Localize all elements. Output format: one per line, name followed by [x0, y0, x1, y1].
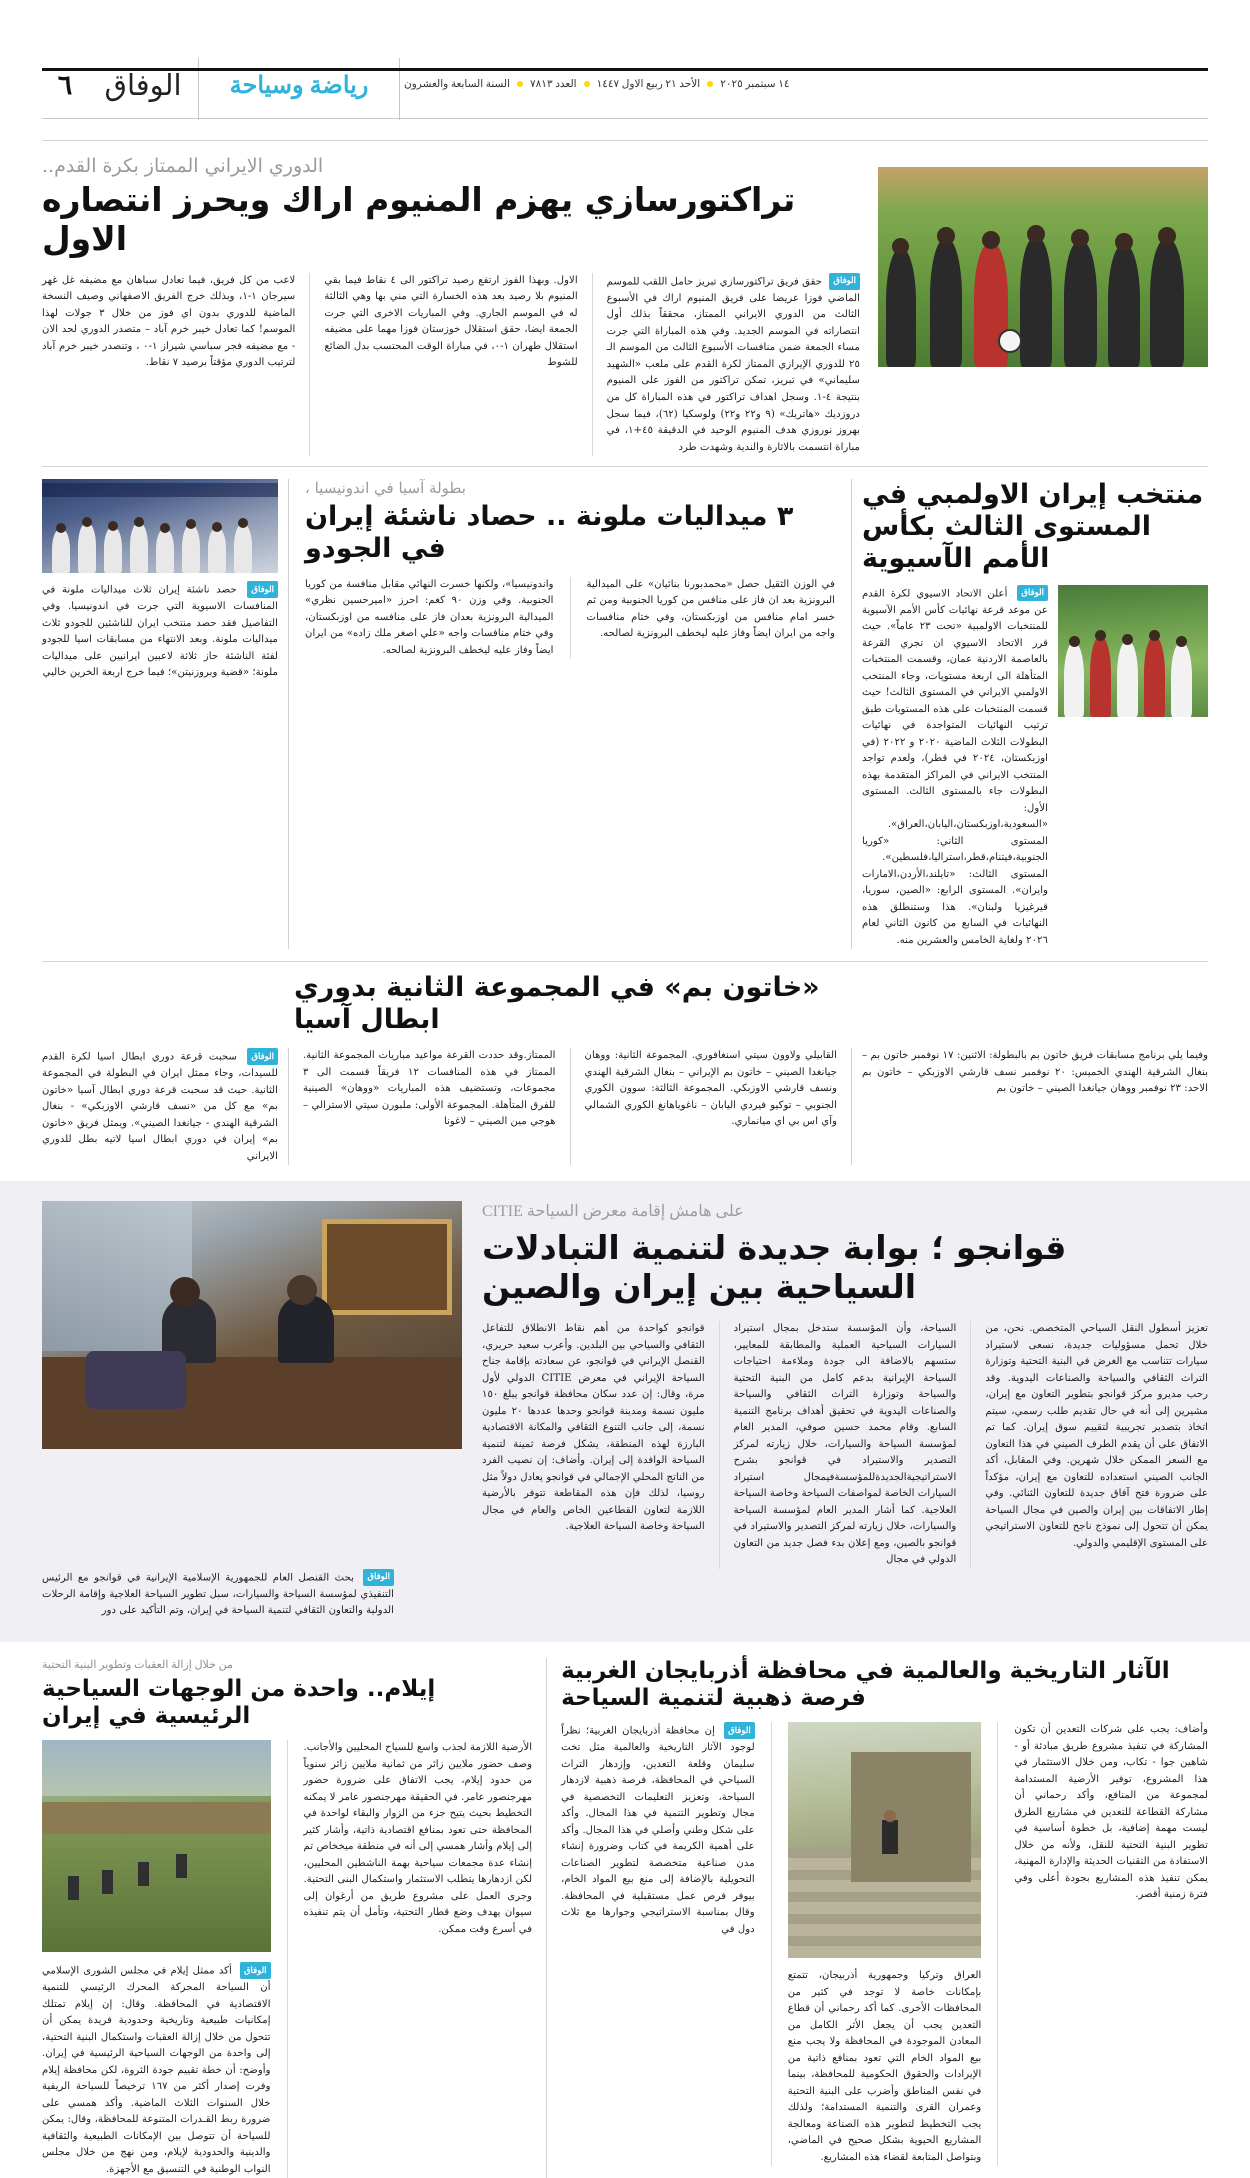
lead-text-3: حقق فريق تراكتورسازي تبريز حامل اللقب للموسم الماضي فوزا عريضا على فريق المنيوم اراك في الأسبوع الثالث من الدوري الايراني الممتاز، محققاً بذلك أول انتصاراته في الموسم الجديد. وفي هذه المباراة التي جرت مساء الجمعة ضمن منافسات الأسبوع الثالث من الموسم الـ ٢٥ للدوري الإيرازي الممتاز لكرة القدم على ملعب «الشهيد سليماني» في تبريز، تمكن تراكتور من الفوز على المنيوم بنتيجة ٤-١. وسجل اهداف تراكتور في هذه المباراة كل من دروزديك «هاتريك» (٩ و٢٢ و٢٢) ولوسكيا (٦٢)، فيما سجل بهروز نوروزي هدف المنيوم الوحيد في الدقيقة ٤٥+١، في مباراة انتسمت بالاثارة والندية وشهدت طرد: [606, 276, 861, 453]
divider: [42, 140, 1208, 141]
masthead-top-rule: [42, 68, 1208, 71]
ilam-col-right-wrap: [42, 1740, 271, 2178]
asia-text-right: سحبت قرعة دوري ابطال اسيا لكرة القدم للسيدات، وجاء ممثل ايران في البطولة في المجموعة الثانية. حيث قد سحبت قرعة دوري ابطال آسيا «خاتون بم» مع كل من «نسف قارشي الاوزبكي» - بنغال الشرقية الهندي - جيانغدا الصيني». ويمثل فريق «خاتون بم» إيران في دوري ابطال اسيا لاتيه بطل للدوري الايراني: [42, 1051, 278, 1162]
ilam-kicker: من خلال إزالة العقبات وتطوير البنية التحتية: [42, 1658, 233, 1671]
ilam-text-mid: [42, 1962, 271, 2178]
agency-badge: الوفاق: [724, 1722, 755, 1739]
dateline-issue: العدد ٧٨١٣: [530, 79, 577, 90]
lead-kicker: الدوري الايراني الممتاز بكرة القدم..: [42, 155, 324, 177]
olympic-photo: [1058, 585, 1208, 717]
asia-col-far: وفيما يلي برنامج مسابقات فريق خاتون بم بالبطولة: الاثنين: ١٧ نوفمبر خاتون بم – بنغال الشرقية الهندي الخميس: ٢٠ نوفمبر نسف قارشي الاوزبكي – خاتون بم الاحد: ٢٣ نوفمبر ووهان جيانغدا الصيني – خاتون بم: [862, 1050, 1208, 1095]
section-title: رياضة وسياحة: [229, 72, 369, 99]
judo-photo: [42, 479, 278, 573]
olympic-text: أعلن الاتحاد الاسيوي لكرة القدم عن موعد قرعة نهائيات كأس الأمم الآسيوية للمنتخبات الاولمبية «تحت ٢٣ عاماً». حيث قرر الاتحاد الاسيوي ان تجري القرعة بالعاصمة الاردنية عمان، وقسمت المنتخبات المتأهلة الى اربعة مستويات، وجاء المنتخب الاولمبي الايراني في المستوى الثالث! حيث قسمت المنتخبات على هذه المستويات طبق ترتيب النهائيات المتواجدة في نهائيات البطولات الثلاث الماضية ٢٠٢٠ و ٢٠٢٢ (في اوزبكستان، ٢٠٢٤ في قطر)، ولعدم تواجد المنتخب الايراني في المراكز المتقدمة بهذه البطولات جاء بالمستوى الثالث. المستوى الأول: «السعودية،اوزبكستان،اليابان،العراق». المستوى الثاني: «كوريا الجنوبية،فيتنام،قطر،استراليا،فلسطين». المستوى الثالث: «تايلند،الأردن،الامارات وايران». المستوى الرابع: «الصين، سوريا، قيرغيزيا ولبنان». هذا وستنطلق هذه النهائيات في السابع من كانون الثاني لعام ٢٠٢٦ ولغاية الخامس والعشرين منه.: [862, 588, 1049, 946]
azerbaijan-col-mid-wrap: [788, 1722, 982, 2166]
lead-story: [42, 140, 1208, 467]
dateline-year: السنة السابعة والعشرون: [404, 79, 511, 90]
bullet-dot-icon: [707, 81, 713, 87]
tourism-photo: [42, 1201, 462, 1449]
dateline: [400, 52, 1208, 122]
azerbaijan-text-mid: العراق وتركيا وجمهورية أذربيجان، تتمتع بإمكانات خاصة لا توجد في كثير من المحافظات الأخرى. كما أكد رحماني أن قطاع التعدين يجب أن يجعل الأثر الكامل من المعادن الموجودة في المحافظة ولا يجب منع بيع المواد الخام التي تعود بمنافع ذاتية من الإيرادات والحقوق الحكومية للمحافظة، بينما في نفس المناطق وأضرب على البنية التحتية وعمران القرى والتنمية المستدامة؛ ولذلك يجب التخطيط لتطوير هذه الصناعة ومعالجة المشاريع الحيوية بشكل صحيح في الماضي، وبتواصل المتابعة لقضاء هذه المشاريع.: [787, 1970, 982, 2163]
tourism-kicker: على هامش إقامة معرض السياحة CITIE: [482, 1203, 744, 1221]
asia-story: [42, 972, 1208, 1165]
agency-badge: الوفاق: [363, 1569, 394, 1586]
judo-col-mid: واندونيسيا»، ولكنها خسرت النهائي مقابل منافسة من كوريا الجنوبية. وفي وزن ٩٠ كغم: احرز «اميرحسين نظري» الميدالية البرونزية بعدان فاز على منافسه من اوزبكستان، وفي ختام منافسات واجه «علي اصغر ملك زاده» من ايران ايضاً وفاز عليه ليخطف البرونزية لصالحه.: [305, 578, 554, 656]
agency-badge: الوفاق: [247, 581, 278, 598]
lead-body-col-1: لاعب من كل فريق، فيما تعادل سباهان مع مضيفه غل غهر سيرجان ١-١، وبذلك خرج الفريق الاصفهاني وصيف النسخة الماضية للدوري بدون اي فوز من خلال ٣ جولات لهذا الموسم! كما تعادل خيبر خرم آباد – متصدر الدوري لحد الان - مع مضيفه فجر سباسي شيراز ١-٠ ، وتنصدر خيبر خرم آباد لترتيب الدوري مؤقتاً برصيد ٧ نقاط.: [42, 274, 296, 369]
asia-col-mid: الممتاز.وقد حددت القرعة مواعيد مباريات المجموعة الثانية. الممتاز في هذه المنافسات ١٢ فريقاً قسمت الى ٣ مجموعات، وتستضيف هذه المباريات «ووهان» الصينية للفرق المتأهلة. المجموعة الأولى: ملبورن سيتي الاسترالي – هوجي مين الصيني – لاغونا: [303, 1050, 556, 1128]
tourism-col-1: [42, 1569, 394, 1620]
divider: [42, 466, 1208, 467]
asia-headline: «خاتون بم» في المجموعة الثانية بدوري ابطال آسيا: [294, 972, 820, 1036]
olympic-story: [852, 479, 1208, 949]
tourism-story: [0, 1181, 1250, 1642]
agency-badge: الوفاق: [829, 273, 860, 290]
tourism-text-1: بحث القنصل العام للجمهورية الإسلامية الإيرانية في قوانجو مع الرئيس التنفيذي لمؤسسة السياحة والسيارات، سبل تطوير السياحة العلاجية وإقامة الرحلات الدولية والتعاون الثقافي لتنمية السياحة في إيران، وتم التأكيد على دور: [42, 1572, 394, 1617]
ilam-col-left: الأرضية اللازمة لجذب واسع للسياح المحليين والأجانب. وصف حضور ملايين زائر من ثمانية ملايين زائر سنوياً من حدود إيلام، يجب الاتفاق على ضرورة حضور مهرجنصور عامر. في الحقيقة مهرجنصور عامر لا يمكنه التخطيط بحيث يتيح جزء من الزوار والبقاء لواحدة في المحافظة حتى تعود بمنافع اقتصادية ذاتية، وأشار كثير إلى إيلام وأشار همسي إلى أنه في منطقة ميخخاص تم إنشاء عدة مجمعات سياحية بهمة الناشطين المحليين، لكن ازدهارها يتطلب الاستثمار واستكمال البنى التحتية. وجرى العمل على مشروع طريق من أرغوان إلى سيوان يهدف وضع قطار التحتية، وتأمل أن يتم تنفيذه في أسرع وقت ممكن.: [303, 1742, 533, 1935]
azerbaijan-text-right: إن محافظة أذربايجان الغربية؛ نظراً لوجود الآثار التاريخية والعالمية مثل تخت سليمان وقلعة التعدين، وإزدهار التراث السياحي في المحافظة، فرصة ذهبية لازدهار السياحة، وتعزيز التعليمات التخصصية في مجال وتطوير التنمية في هذا المجال. وأكد على شكل وطني وأصلي في هذا المجال. وأكد على أهمية الكريمة في كتاب وضرورة إنشاء مدن صناعية متخصصة لتطوير الصناعات التحويلية بالإضافة إلى منع بيع المواد الخام، بيوفر فرص عمل مستقبلية في المحافظة. وقال بمناسبة الاستراتيجي وجوارها مع ثلاث دول في: [561, 1725, 755, 1935]
asia-col-right: [42, 1048, 288, 1165]
azerbaijan-col-right: [561, 1722, 755, 2166]
agency-badge: الوفاق: [240, 1962, 271, 1979]
olympic-body: [862, 585, 1048, 950]
judo-col-left: في الوزن الثقيل حصل «محمدبورنا بنائيان» على الميدالية البرونزية بعد ان فاز على منافس من كوريا الجنوبية ومن ثم خسر امام منافس من اوزبكستان، وفي ختام منافسات واجه من ايران ايضاً وفاز عليه ليخطف البرونزية لصالحه.: [586, 578, 835, 640]
judo-kicker: بطولة آسيا في اندونيسيا ،: [305, 479, 466, 498]
olympic-headline: منتخب إيران الاولمبي في المستوى الثالث بكأس الأمم الآسيوية: [862, 479, 1204, 574]
judo-headline: ٣ ميداليات ملونة .. حصاد ناشئة إيران في الجودو: [305, 501, 794, 564]
tourism-headline: قوانجو ؛ بوابة جديدة لتنمية التبادلات السياحية بين إيران والصين: [482, 1228, 1067, 1307]
masthead: [42, 0, 1208, 122]
agency-badge: الوفاق: [247, 1048, 278, 1065]
azerbaijan-photo: [788, 1722, 982, 1958]
tourism-col-2: قوانجو كواحدة من أهم نقاط الانطلاق للتفاعل الثقافي والسياحي بين البلدين. وأعرب سعيد حريري، القنصل الإيراني في قوانجو، عن سعادته بإقامة جناح السياحة الإيراني في معرض CITIE الدولي لأول مرة، وقال: إن عدد سكان محافظة قوانجو يبلغ ١٥٠ مليون نسمة ومدينة قوانجو وحدها عددها ٢٠ مليون نسمة، إلى جانب التنوع الثقافي والمكانة الاقتصادية البارزة لهذه المنطقة، يشكل فرصة ثمينة لتنمية السياحة الوافدة إلى إيران. وأضاف: إن نصيب الفرد من الناتج المحلي الإجمالي في قوانجو يعادل دولاً مثل روسيا، لذلك فإن هذه المقاطعة تتوفر بالأرضية اللازمة لتعاون القطاعين الخاص والعام في مجال السياحة وخاصة السياحة العلاجية.: [481, 1323, 705, 1533]
ilam-story: [42, 1658, 546, 2178]
bullet-dot-icon: [517, 81, 523, 87]
tourism-col-4: تعزيز أسطول النقل السياحي المتخصص. نحن، من خلال تحمل مسؤوليات جديدة، نسعى لاستيراد سيارات تتناسب مع الغرض في البنية التحتية وتوزارة التراث الثقافي والسياحة والصناعات اليدوية. وقد رحب مديرو مركز قوانجو بتطوير التعاون مع إيران، مشيرين إلى أنه في حال تقديم طلب رسمي، سيتم اتخاذ بتصدير تجريبية لتقييم سوق إيران. كما تم الاتفاق على أن يقدم الطرف الصيني في هذا التعاون مع السعر الممكن خلال شهرين. وفي المقابل، أكد الجانب الصيني استعداده للتعاون مع إيران، مؤكداً على ضرورة فتح آفاق جديدة للتعاون الثنائي. وفي إطار الاتفاقات بين إيران والصين في مجال السياحة يمكن أن تتحول إلى نموذج ناجح للتعاون الاستراتيجي على المستوى الإقليمي والدولي.: [985, 1323, 1208, 1549]
lead-headline: تراكتورسازي يهزم المنيوم اراك ويحرز انتصاره الاول: [42, 180, 796, 258]
page-number: ٦: [57, 69, 73, 100]
bottom-stories: [42, 1658, 1208, 2178]
ilam-photo: [42, 1740, 271, 1952]
azerbaijan-story: [547, 1658, 1208, 2178]
lead-body-col-2: الاول. وبهذا الفوز ارتفع رصيد تراكتور الى ٤ نقاط فيما بقي المنيوم بلا رصيد بعد هذه الخسارة التي مني بها وهي الثالثة له في الموسم الجاري. وفي المباريات الاخرى التي جرت الجمعة ايضا، حقق استقلال خوزستان فوزا مهما على مضيفه استقلال طهران ١-٠، في مباراة الوقت المحتسب بدل الضائع للشوط: [324, 274, 578, 369]
lead-photo: [878, 167, 1208, 367]
bullet-dot-icon: [584, 81, 590, 87]
judo-text-right: حصد ناشئة إيران ثلاث ميداليات ملونة في المنافسات الاسيوية التي جرت في اندونيسيا. وفي التفاصيل فقد حصد منتخب ايران للناشئين للجودو ثلاث ميداليات ملونة. وبعد الانتهاء من مسابقات اسيا للجودو لفئة الناشئة حاز ثلاثة لاعبين ايرانيين على ميداليات ملونة؛ «قضية وبروزنيتن»؛ فيما خرج اربعة الخرين خاليي: [42, 584, 278, 679]
agency-badge: الوفاق: [1017, 585, 1048, 602]
lead-body-col-3: [607, 273, 860, 456]
judo-story: [289, 479, 851, 949]
ilam-text-right: أكد ممثل إيلام في مجلس الشورى الإسلامي أن السياحة المحركة المحرك الرئيسي للتنمية الاقتصادية في المحافظة. وقال: إن إيلام تمتلك إمكانيات طبيعية وتاريخية وحدودية فريدة يمكن أن تتحول من خلال إزالة العقبات واستكمال البنية التحتية، إلى واحدة من الوجهات السياحية الرئيسية في إيران. وأوضح: أن خطة تقييم جودة الثروة، لكن محافظة إيلام وفرت إصدار أكثر من ١٦٧ ترخيصاً للسياحة الريفية خلال السنوات الثلاث الماضية. وأكد همسي على ضرورة ربط القـدرات المتنوعة للمحافظة، وقال: يمكن للسياحة أن تتوصل بين الإمكانات الطبيعية والثقافية والدينية والحدودية لإيلام، ومن نهج من خلال مجلس النواب الوطنية في التنسيق مع الأجهزة.: [42, 1965, 271, 2175]
ilam-headline: إيلام.. واحدة من الوجهات السياحية الرئيسية في إيران: [42, 1675, 436, 1730]
asia-col-left: القابيلي ولاوون سيتي اسنغافوري. المجموعة الثانية: ووهان جيانغدا الصيني – خاتون بم الإيراني – بنغال الشرقية الهندي ونسف قارشي الاوزبكي. المجموعة الثالثة: سوون الكوري الجنوبي – توكيو فيردي اليابان – ناغوياهانغ الكوري الشمالي وآي اس بي اي ميانماري.: [584, 1050, 837, 1128]
tourism-col-3: السياحة، وأن المؤسسة ستدخل بمجال استيراد السيارات السياحية العملية والمطابقة للمعايير، ستسهم بالاضافة الى جودة وملاءمة احتياجات السياحة الإيرانية بدعم كامل من البنية التحتية والسياحة وتوزارة التراث الثقافي والسياحة والصناعات اليدوية في تحقيق أهداف برنامج التنمية السابع. وقام محمد حسين صوفي، المدير العام لمؤسسة السياحة والسيارات، خلال زيارته لمركز التصدير والاستيراد في قوانجو بشرح الاستراتيجيةالجديدةللمؤسسةفيمجال استيراد السيارات الخاصة لمواصفات السياحة وخاصة السياحة العلاجية. كما أشار المدير العام لمؤسسة السياحة والسيارات، خلال زيارته لمركز التصدير والاستيراد في قوانجو بالصين، ومع إعلان بدء فصل جديد من التعاون الدولي في مجال: [733, 1323, 957, 1566]
dateline-gregorian: ١٤ سبتمبر ٢٠٢٥: [720, 79, 790, 90]
newspaper-logo: الوفاق: [104, 68, 182, 102]
divider: [42, 961, 1208, 962]
secondary-stories: [42, 479, 1208, 962]
masthead-bottom-rule: [42, 118, 1208, 119]
azerbaijan-headline: الآثار التاريخية والعالمية في محافظة أذربايجان الغربية فرصة ذهبية لتنمية السياحة: [561, 1657, 1170, 1712]
judo-lead: [42, 479, 288, 949]
dateline-hijri: الأحد ٢١ ربيع الاول ١٤٤٧: [596, 79, 701, 90]
azerbaijan-col-left: وأضاف: يجب على شركات التعدين أن تكون المشاركة في تنفيذ مشروع طريق مبادئة أو - شاهين جوا - تكاب، ومن خلال الاستثمار في هذا المشروع، توفير الأرضية المستدامة لمجموعة من المنافع، وأكد رحماني أن مشاركة القطاعة للتعدين في مشاريع الطرق ليست مهمة إضافية، بل خطوة أساسية في تطوير البنية التحتية للنقل، ولأنه من خلال الاستفادة من التقنيات الحديثة والإدارة المهنية، يمكن تنفيذ هذه المشاريع بجودة أعلى وفي فترة زمنية أقصر.: [1014, 1724, 1208, 1901]
judo-lead-body: [42, 581, 278, 682]
